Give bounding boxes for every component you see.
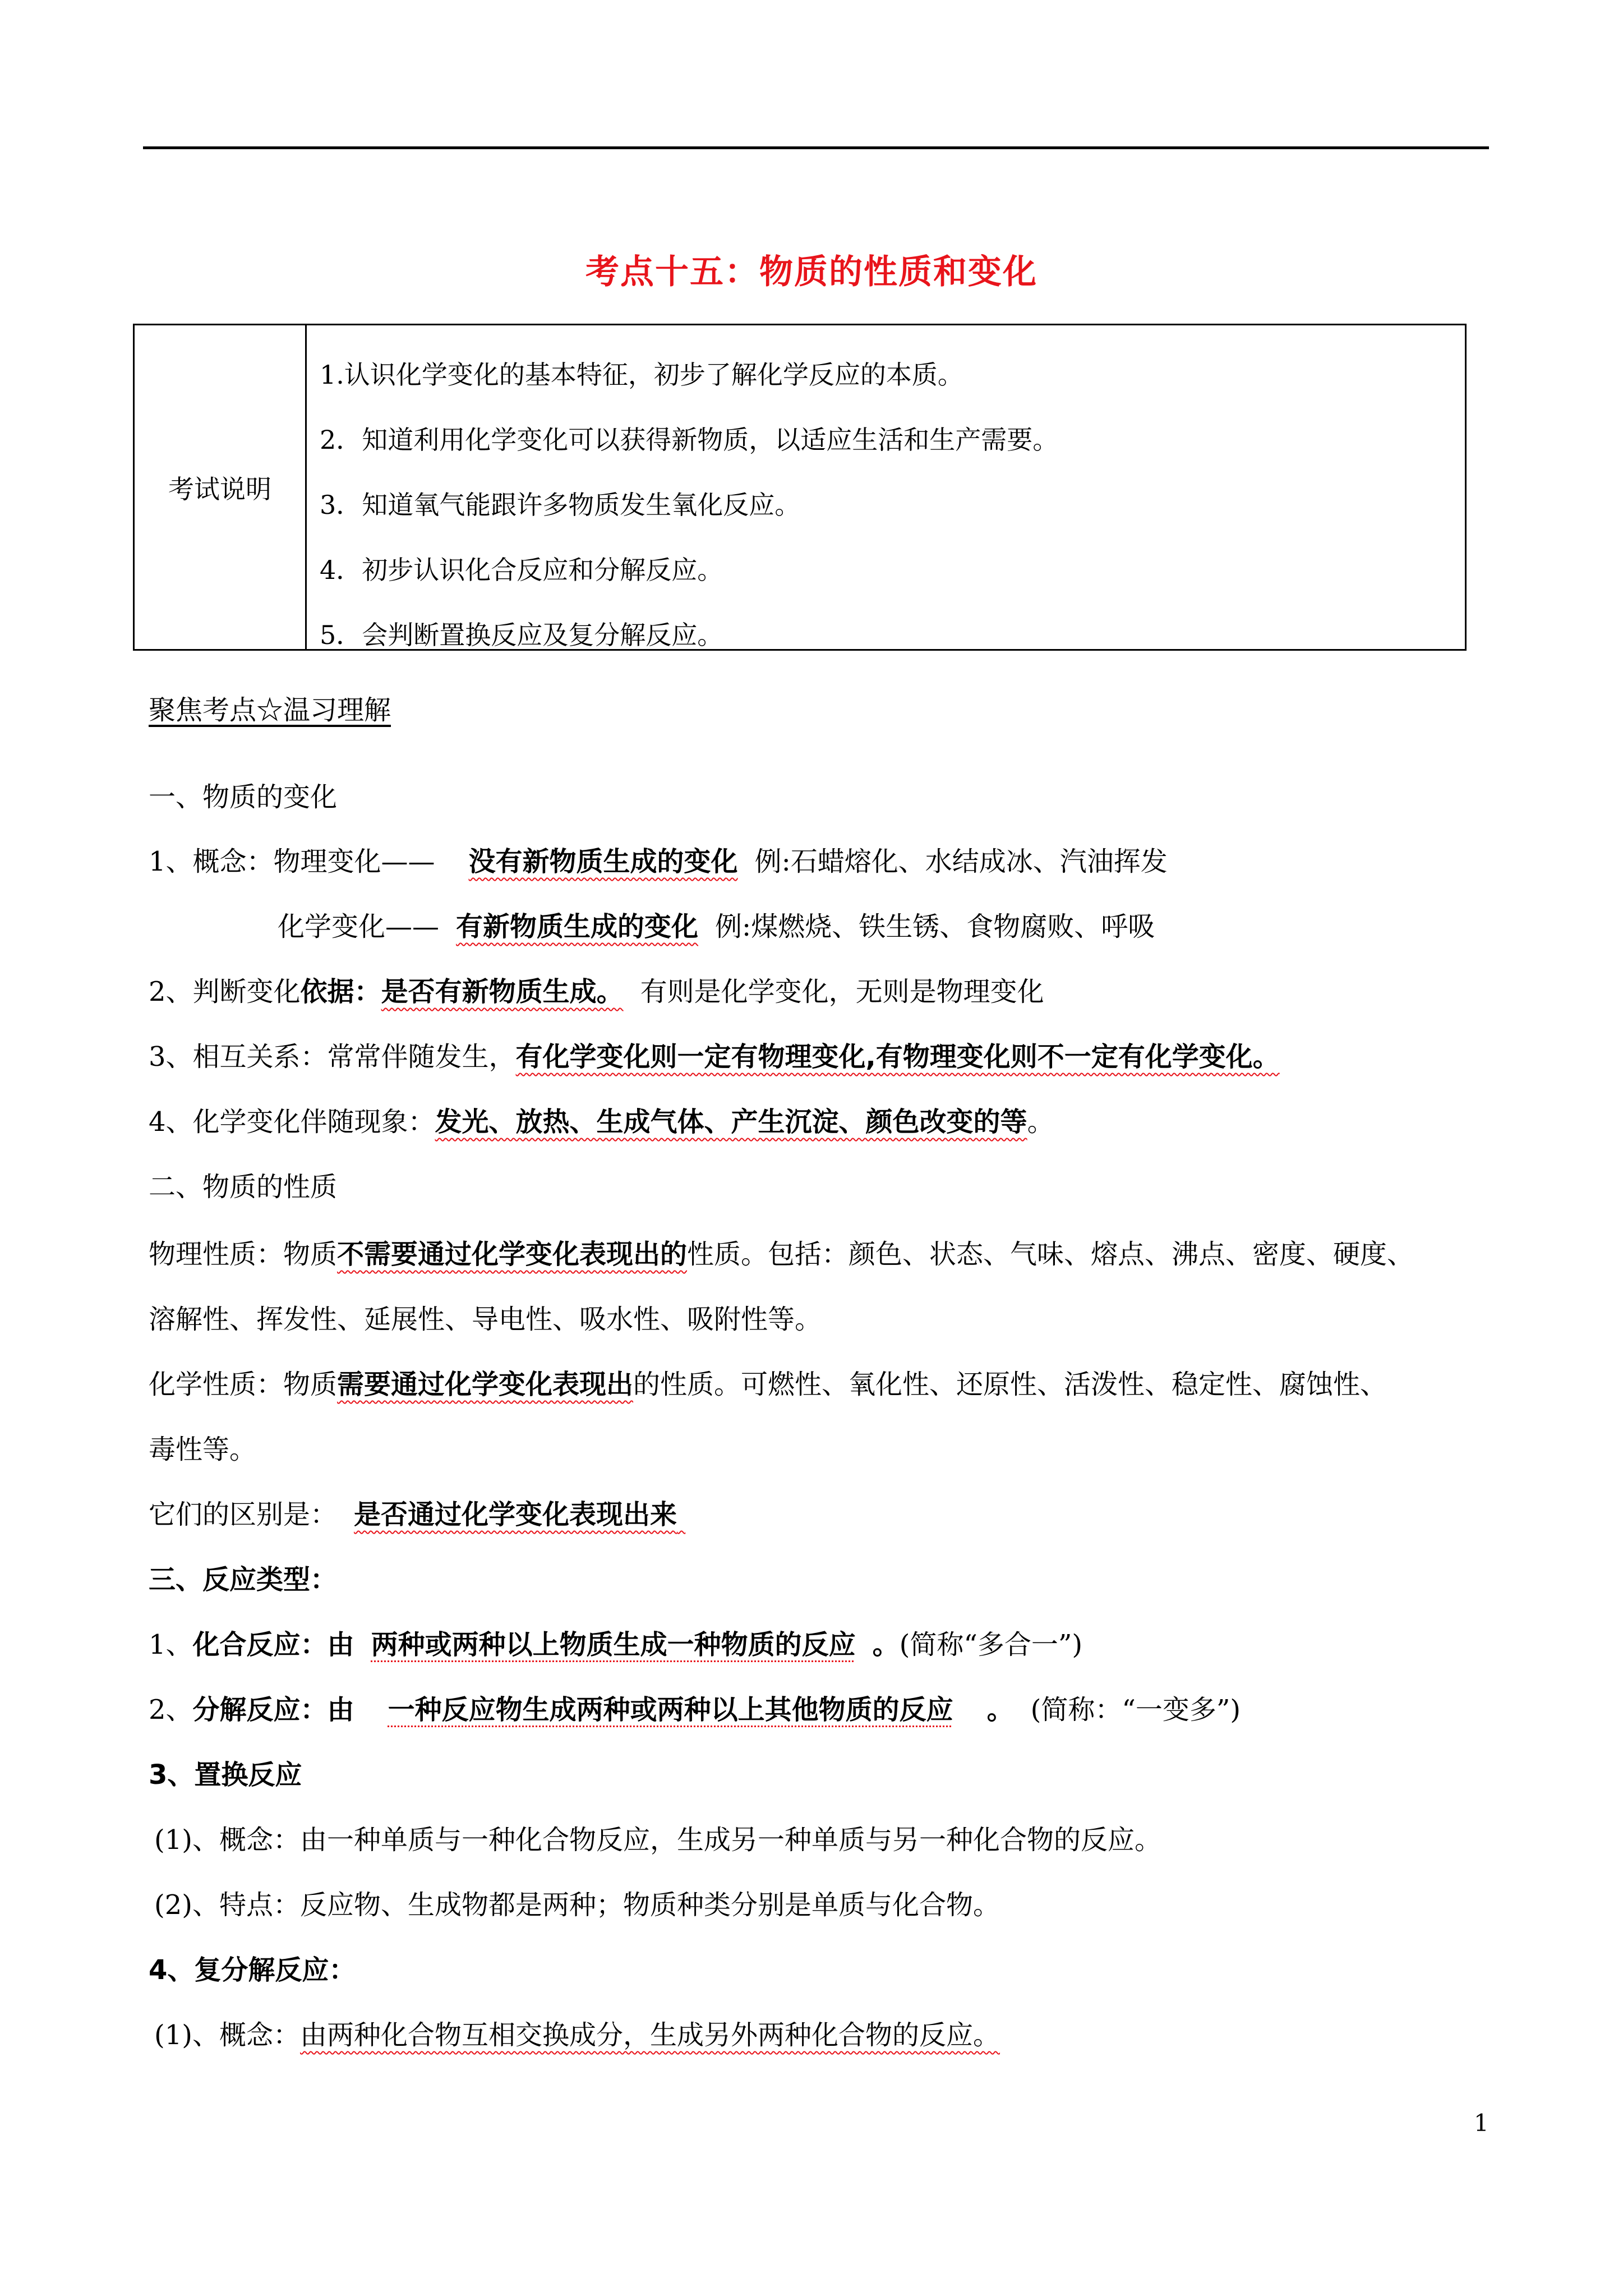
s1-line-phenomena — [149, 1102, 1054, 1142]
s3-r1a: 1、 — [149, 1629, 193, 1660]
s1-l4b: 有化学变化则一定有物理变化,有物理变化则不一定有化学变化。 — [515, 1041, 1280, 1073]
s1-l5a: 4、化学变化伴随现象： — [149, 1106, 435, 1138]
s3-decomposition — [149, 1690, 1241, 1730]
page-title: 考点十五：物质的性质和变化 — [585, 252, 1038, 292]
s1-l5b: 发光、放热、生成气体、产生沉淀、颜色改变的等 — [435, 1106, 1027, 1138]
page-number: 1 — [1474, 2109, 1489, 2137]
s3-r2a: 2、 — [149, 1694, 193, 1726]
s3-title — [149, 1559, 337, 1600]
s3-double-decomposition-concept — [154, 2015, 1000, 2055]
s3-r2e: (简称：“一变多”) — [1030, 1694, 1241, 1726]
section-heading-text: 聚焦考点☆温习理解 — [149, 694, 391, 726]
s1-l4a: 3、相互关系：常常伴随发生， — [149, 1041, 516, 1073]
s2-chemical-property — [149, 1364, 1387, 1405]
exam-item-list — [320, 342, 1453, 668]
s3-displacement-feature: (2)、特点：反应物、生成物都是两种；物质种类分别是单质与化合物。 — [154, 1889, 1000, 1921]
s3-r3: 3、置换反应 — [149, 1759, 302, 1791]
s1-l2b: 有新物质生成的变化 — [456, 911, 699, 942]
s3-title-text: 三、反应类型： — [149, 1564, 338, 1595]
s1-l3b: 依据： — [300, 976, 381, 1007]
s2-p2c: 的性质。可燃性、氧化性、还原性、活泼性、稳定性、腐蚀性、 — [633, 1369, 1387, 1400]
exam-table-label: 考试说明 — [135, 325, 307, 649]
s1-line-relation — [149, 1037, 1280, 1077]
s3-r4-1b: 由两种化合物互相交换成分，生成另外两种化合物的反应。 — [300, 2019, 1000, 2051]
s3-double-decomposition-title — [149, 1950, 356, 1990]
s1-l1a: 1、概念：物理变化—— — [149, 846, 435, 877]
s1-l1c: 例:石蜡熔化、水结成冰、汽油挥发 — [754, 846, 1168, 877]
s1-l3a: 2、判断变化 — [149, 976, 301, 1007]
header-rule — [143, 146, 1489, 149]
s1-l5c: 。 — [1027, 1106, 1054, 1138]
s3-combination — [149, 1625, 1082, 1665]
s2-physical-property — [149, 1234, 1414, 1274]
s1-line-physical — [149, 841, 1168, 882]
s2-difference — [149, 1494, 711, 1535]
s2-title: 二、物质的性质 — [149, 1171, 338, 1203]
s1-l2a: 化学变化—— — [278, 911, 440, 942]
s3-r1d: 。 — [872, 1629, 900, 1660]
s3-r2c: 一种反应物生成两种或两种以上其他物质的反应 — [388, 1694, 953, 1726]
s1-line-judge — [149, 972, 1044, 1012]
s1-line-chemical — [278, 907, 1155, 947]
s2-p1c: 性质。包括：颜色、状态、气味、熔点、沸点、密度、硬度、 — [687, 1239, 1414, 1270]
exam-item: 2．知道利用化学变化可以获得新物质，以适应生活和生产需要。 — [320, 425, 1059, 455]
s3-displacement-title — [149, 1755, 302, 1795]
exam-item: 4．初步认识化合反应和分解反应。 — [320, 555, 723, 585]
s2-physical-property-cont: 溶解性、挥发性、延展性、导电性、吸水性、吸附性等。 — [149, 1304, 822, 1335]
exam-description-table — [133, 324, 1467, 651]
exam-item: 1.认识化学变化的基本特征，初步了解化学反应的本质。 — [320, 360, 963, 390]
section-heading — [149, 690, 391, 730]
s1-l1b: 没有新物质生成的变化 — [468, 846, 738, 877]
s1-l3d: 有则是化学变化，无则是物理变化 — [640, 976, 1044, 1007]
s2-p3b: 是否通过化学变化表现出来 — [354, 1499, 677, 1530]
s2-p1a: 物理性质：物质 — [149, 1239, 338, 1270]
s3-displacement-concept: (1)、概念：由一种单质与一种化合物反应，生成另一种单质与另一种化合物的反应。 — [154, 1824, 1161, 1856]
s3-r1c: 两种或两种以上物质生成一种物质的反应 — [371, 1629, 856, 1660]
exam-item: 5．会判断置换反应及复分解反应。 — [320, 620, 723, 650]
s3-r2b: 分解反应：由 — [192, 1694, 354, 1726]
s2-p1b: 不需要通过化学变化表现出的 — [337, 1239, 688, 1270]
s3-r1e: (简称“多合一”) — [899, 1629, 1083, 1660]
s1-title: 一、物质的变化 — [149, 781, 338, 813]
exam-item: 3．知道氧气能跟许多物质发生氧化反应。 — [320, 490, 801, 520]
s2-p2a: 化学性质：物质 — [149, 1369, 338, 1400]
s1-l3c: 是否有新物质生成。 — [381, 976, 624, 1007]
s2-chemical-property-cont: 毒性等。 — [149, 1434, 257, 1465]
s3-r1b: 化合反应：由 — [192, 1629, 354, 1660]
s2-p2b: 需要通过化学变化表现出 — [337, 1369, 634, 1400]
s3-r4-1a: (1)、概念： — [154, 2019, 300, 2051]
s3-r2d: 。 — [986, 1694, 1014, 1726]
s2-p3a: 它们的区别是： — [149, 1499, 338, 1530]
s1-l2c: 例:煤燃烧、铁生锈、食物腐败、呼吸 — [715, 911, 1155, 942]
s3-r4: 4、复分解反应： — [149, 1954, 356, 1986]
